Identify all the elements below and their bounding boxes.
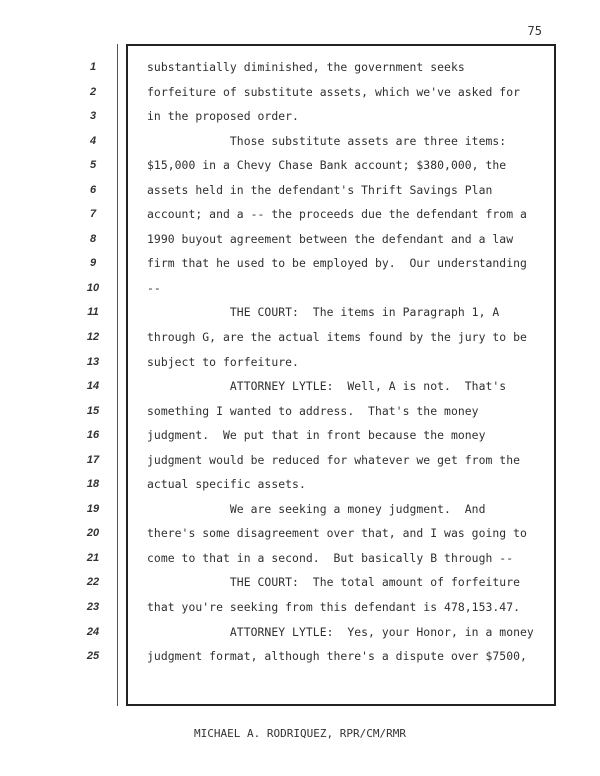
line-number: 18	[86, 478, 100, 491]
line-text: through G, are the actual items found by the jury to be	[147, 330, 527, 345]
transcript-line	[0, 157, 600, 182]
line-text: that you're seeking from this defendant is 478,153.47.	[147, 600, 521, 615]
line-number: 7	[89, 208, 97, 221]
transcript-lines	[0, 59, 600, 673]
line-number: 15	[86, 404, 100, 417]
line-number: 11	[87, 306, 99, 319]
line-text: in the proposed order.	[147, 109, 299, 124]
line-number: 24	[86, 625, 100, 638]
line-text: come to that in a second. But basically B through --	[147, 550, 514, 565]
line-number: 16	[86, 429, 100, 442]
line-number: 17	[86, 453, 100, 466]
line-text: judgment. We put that in front because the money	[147, 428, 486, 443]
reporter-footer: MICHAEL A. RODRIQUEZ, RPR/CM/RMR	[194, 727, 406, 740]
transcript-line	[0, 525, 600, 550]
line-text: 1990 buyout agreement between the defendant and a law	[147, 231, 514, 246]
line-number: 22	[86, 576, 100, 589]
line-number: 8	[89, 232, 97, 245]
line-number: 1	[89, 61, 97, 73]
line-number: 14	[86, 380, 100, 393]
line-number: 4	[89, 134, 97, 147]
line-text: judgment would be reduced for whatever we get from the	[147, 452, 521, 467]
line-number: 19	[86, 502, 100, 515]
transcript-line	[0, 133, 600, 158]
transcript-line	[0, 574, 600, 599]
transcript-line	[0, 378, 600, 403]
line-number: 5	[89, 159, 97, 172]
transcript-line	[0, 59, 600, 84]
transcript-line	[0, 108, 600, 133]
line-number: 10	[86, 281, 100, 294]
line-text: something I wanted to address. That's the money	[147, 403, 479, 418]
line-number: 21	[86, 551, 100, 564]
line-text: assets held in the defendant's Thrift Savings Plan	[147, 182, 493, 197]
line-number: 6	[89, 183, 97, 196]
transcript-line	[0, 231, 600, 256]
transcript-line	[0, 354, 600, 379]
transcript-line	[0, 206, 600, 231]
transcript-line	[0, 182, 600, 207]
transcript-line	[0, 476, 600, 501]
line-text: subject to forfeiture.	[147, 354, 299, 369]
transcript-line	[0, 255, 600, 280]
line-text: firm that he used to be employed by. Our understanding	[147, 256, 527, 271]
line-number: 23	[86, 601, 100, 614]
line-text: forfeiture of substitute assets, which we've asked for	[147, 84, 521, 99]
line-text: --	[147, 280, 161, 295]
transcript-line	[0, 452, 600, 477]
transcript-line	[0, 304, 600, 329]
transcript-line	[0, 84, 600, 109]
page-number: 75	[527, 24, 542, 38]
line-number: 13	[86, 355, 100, 368]
line-text: We are seeking a money judgment. And	[147, 501, 486, 516]
transcript-line	[0, 280, 600, 305]
transcript-line	[0, 550, 600, 575]
transcript-line	[0, 329, 600, 354]
transcript-line	[0, 599, 600, 624]
line-text: there's some disagreement over that, and I was going to	[147, 526, 527, 541]
line-text: ATTORNEY LYTLE: Yes, your Honor, in a money	[147, 624, 534, 639]
line-text: actual specific assets.	[147, 477, 306, 492]
line-number: 9	[89, 257, 97, 270]
line-text: account; and a -- the proceeds due the defendant from a	[147, 207, 527, 222]
transcript-line	[0, 427, 600, 452]
line-number: 12	[86, 331, 100, 344]
line-text: Those substitute assets are three items:	[147, 133, 507, 148]
line-text: THE COURT: The items in Paragraph 1, A	[147, 305, 500, 320]
line-text: THE COURT: The total amount of forfeiture	[147, 575, 521, 590]
line-text: $15,000 in a Chevy Chase Bank account; $380,000, the	[147, 158, 507, 173]
transcript-line	[0, 648, 600, 673]
transcript-line	[0, 624, 600, 649]
line-text: ATTORNEY LYTLE: Well, A is not. That's	[147, 379, 507, 394]
line-text: judgment format, although there's a dispute over $7500,	[147, 649, 527, 664]
line-number: 3	[89, 110, 97, 123]
transcript-line	[0, 501, 600, 526]
line-number: 20	[86, 527, 100, 540]
line-text: substantially diminished, the government seeks	[147, 60, 465, 74]
line-number: 2	[89, 85, 97, 98]
line-number: 25	[86, 650, 100, 663]
transcript-line	[0, 403, 600, 428]
